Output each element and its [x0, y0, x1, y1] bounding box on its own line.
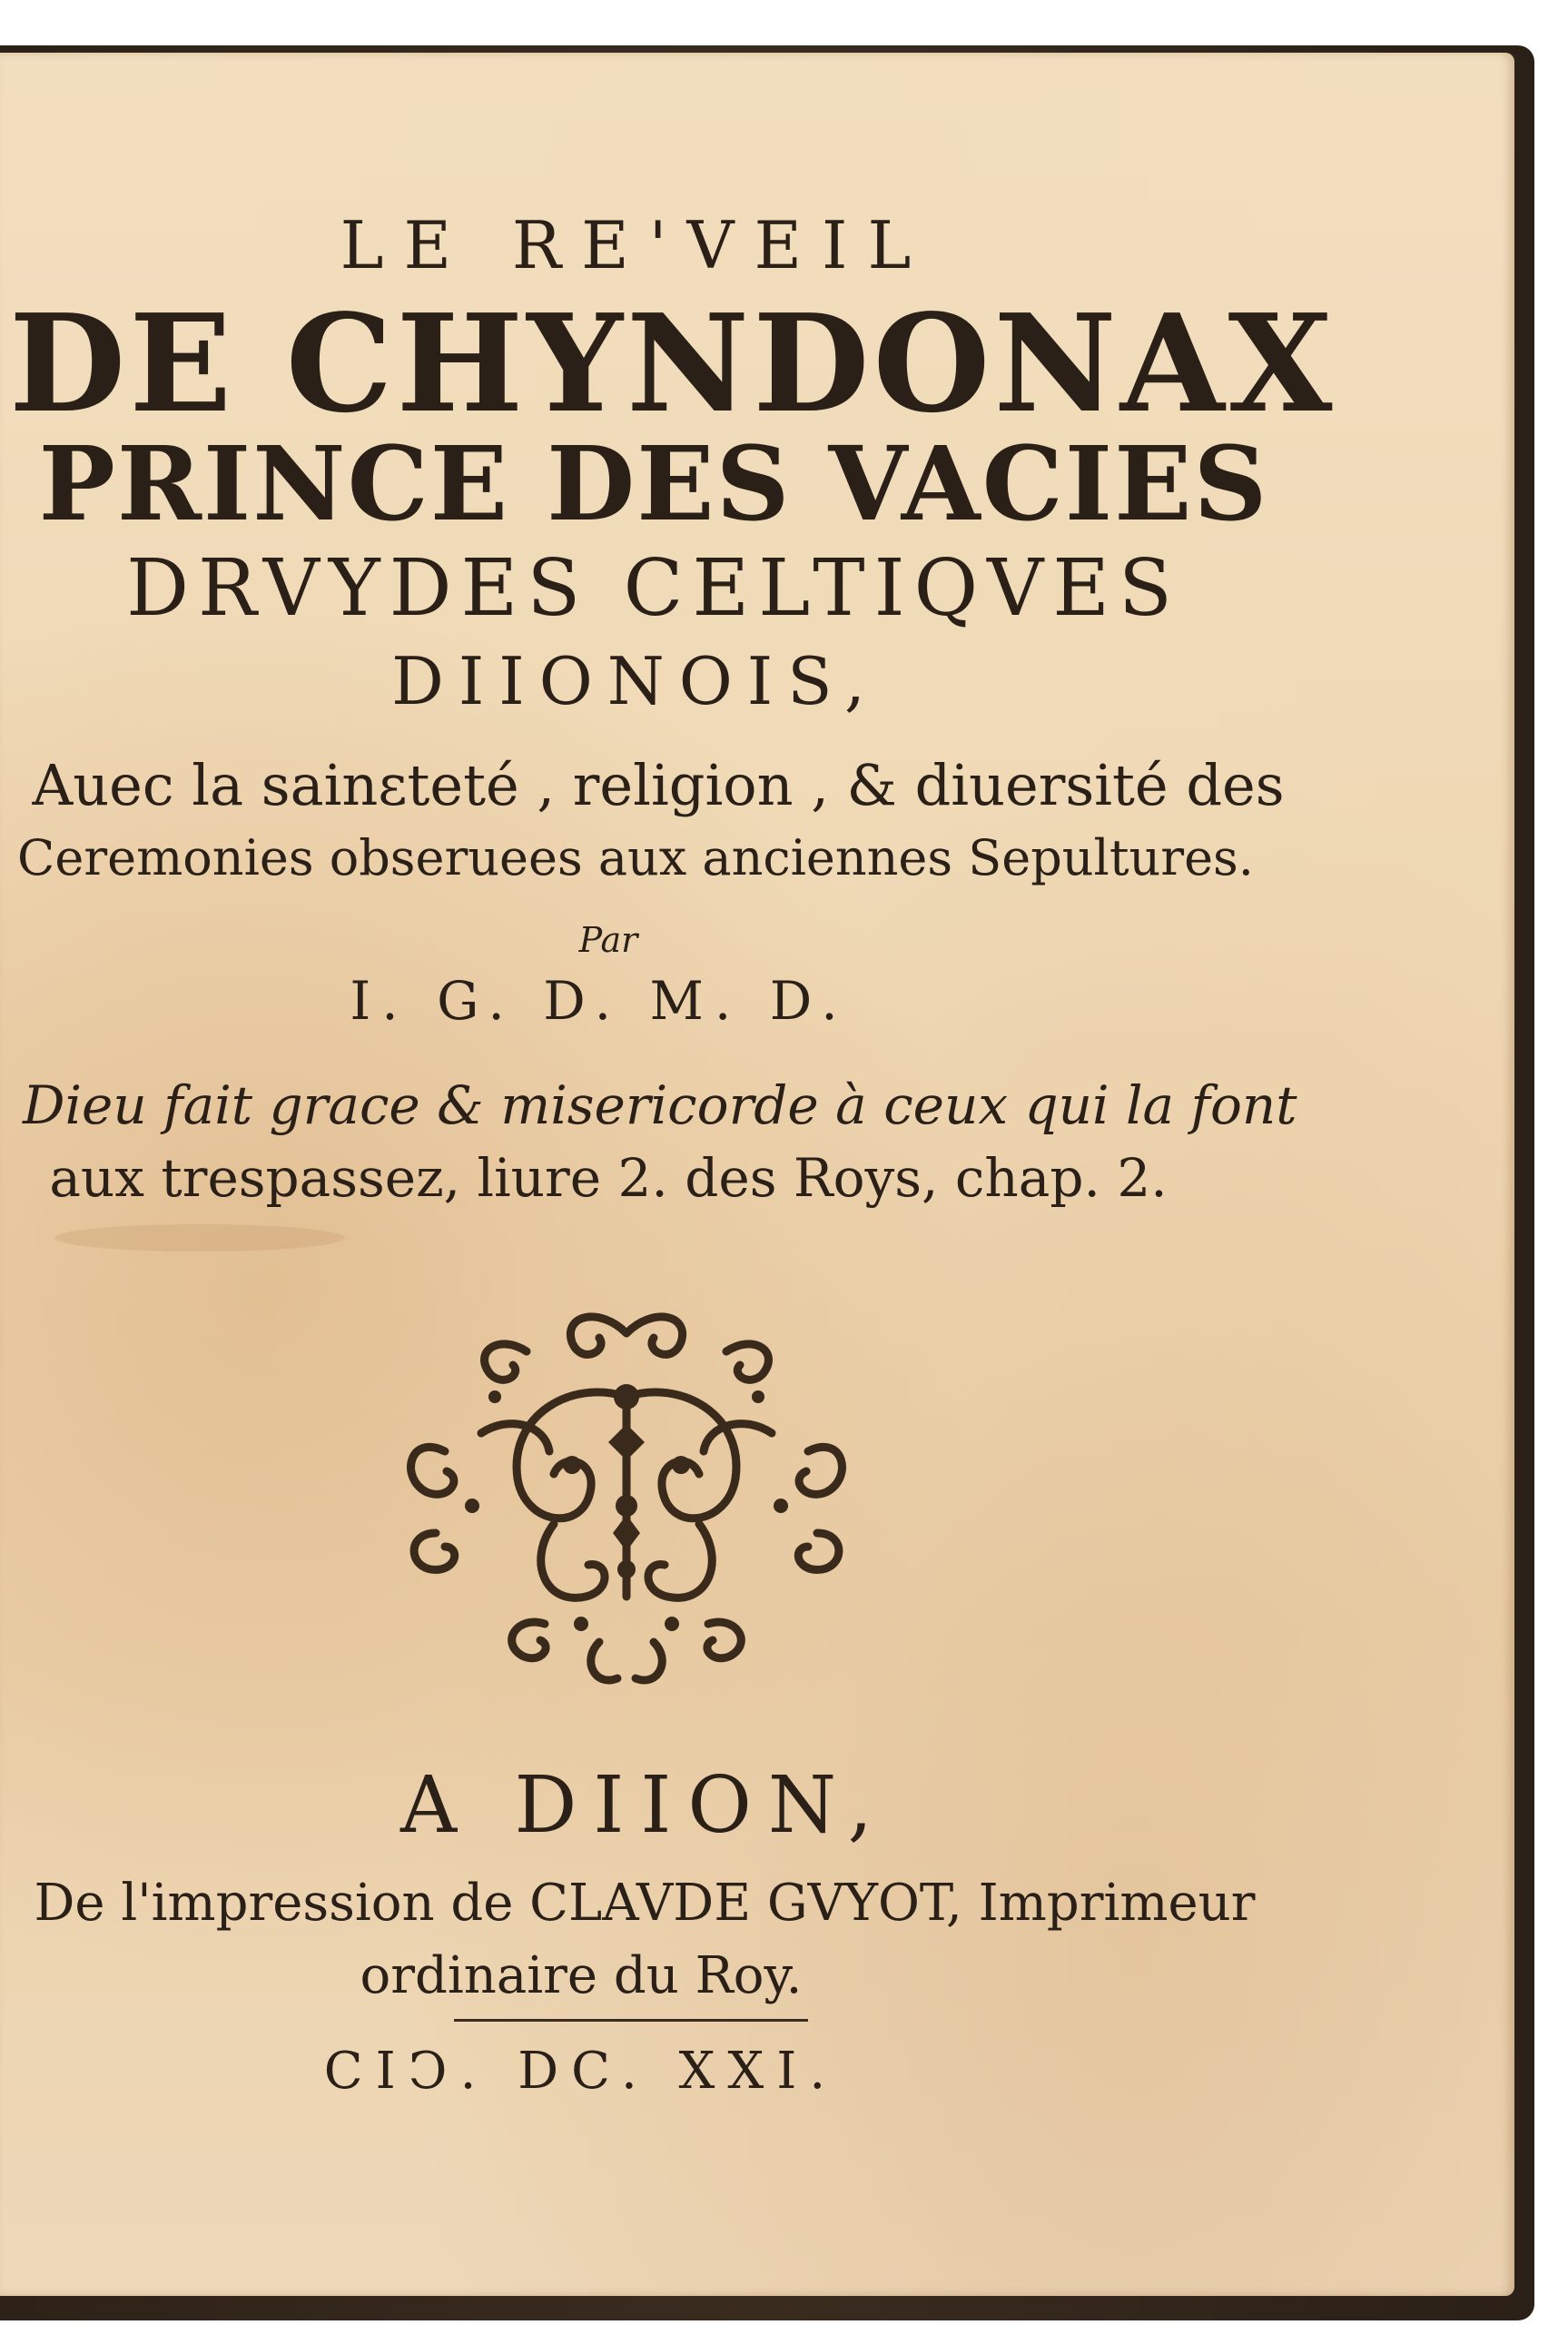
- title-line-4: DRVYDES CELTIQVES: [126, 543, 1181, 634]
- title-line-2: DE CHYNDONAX: [9, 284, 1336, 442]
- par-label: Par: [578, 920, 638, 960]
- epigraph-line-1: Dieu fait grace & misericorde à ceux qui la font: [23, 1074, 1297, 1136]
- paper-stain: [54, 1224, 345, 1252]
- printer-fleuron-icon: [390, 1297, 863, 1697]
- publication-date: CIↃ. DC. XXI.: [323, 2042, 839, 2101]
- subtitle-line-1: Auec la sainɛteté , religion , & diuersité des: [32, 752, 1285, 818]
- epigraph-line-2: aux trespassez, liure 2. des Roys, chap. 2.: [49, 1147, 1168, 1209]
- imprint-rule: [454, 2019, 808, 2022]
- subtitle-line-2: Ceremonies obseruees aux anciennes Sepultures.: [17, 829, 1254, 886]
- title-line-5: DIIONOIS,: [391, 643, 880, 719]
- imprint-line-2: ordinaire du Roy.: [360, 1946, 803, 2005]
- place-of-publication: A DIION,: [400, 1760, 889, 1851]
- author-initials: I. G. D. M. D.: [350, 970, 849, 1032]
- title-page: [0, 53, 1514, 2296]
- imprint-line-1: De l'impression de CLAVDE GVYOT, Imprimeur: [34, 1874, 1256, 1933]
- title-line-3: PRINCE DES VACIES: [38, 425, 1269, 544]
- title-line-1: LE RE'VEIL: [340, 207, 932, 283]
